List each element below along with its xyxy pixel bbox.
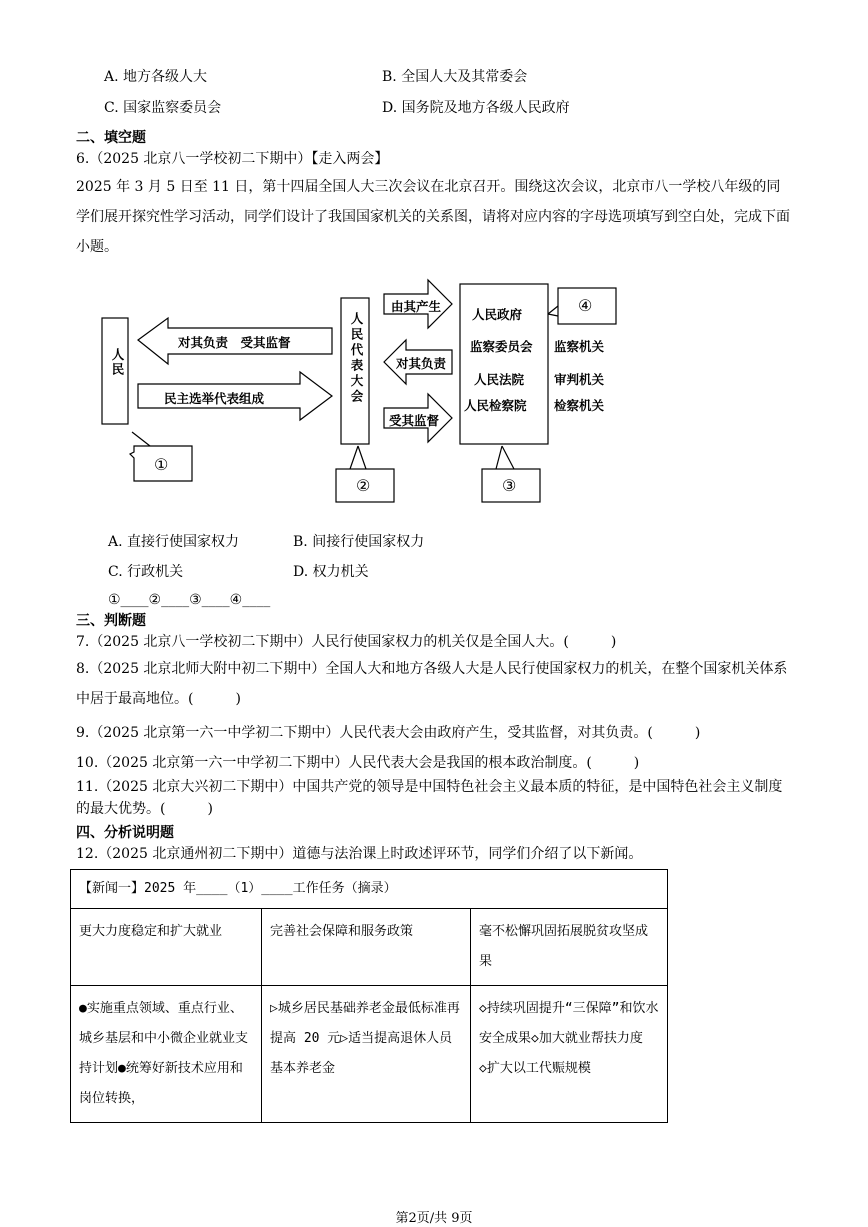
question-10: 10.（2025 北京第一六一中学初二下期中）人民代表大会是我国的根本政治制度。( ) [76,755,640,771]
q6-option-a: A. 直接行使国家权力 [108,534,240,550]
org-procuratorate: 人民检察院 [464,398,527,413]
news-table [70,869,668,1123]
section-heading-analysis: 四、分析说明题 [76,825,174,841]
q6-answer-blanks: ①____②____③____④____ [108,592,271,608]
news-cell-poverty: ◇持续巩固提升“三保障”和饮水安全成果◇加大就业帮扶力度 ◇扩大以工代赈规模 [471,986,668,1123]
arrow-responsible-label: 对其负责 [396,356,447,371]
callout-2: ② [356,476,371,495]
question-11: 11.（2025 北京大兴初二下期中）中国共产党的领导是中国特色社会主义最本质的特征，是中国特色社会主义制度的最大优势。( ) [76,779,783,817]
arrow-supervise-label: 受其监督 [389,413,440,428]
npc-label: 人民代表大会 [349,312,364,405]
q6-option-c: C. 行政机关 [108,564,184,580]
callout-3: ③ [502,476,517,495]
news-header-employment: 更大力度稳定和扩大就业 [71,909,262,986]
page-footer: 第2页/共 9页 [395,1211,473,1226]
q5-option-c: C. 国家监察委员会 [104,100,222,116]
section-heading-judge: 三、判断题 [76,613,146,629]
org-government: 人民政府 [472,307,523,322]
section-heading-fill: 二、填空题 [76,130,146,146]
q6-title: 6.（2025 北京八一学校初二下期中）【走入两会】 [76,151,389,167]
q6-option-b: B. 间接行使国家权力 [293,534,425,550]
question-9: 9.（2025 北京第一六一中学初二下期中）人民代表大会由政府产生，受其监督，对其负责。( ) [76,725,701,741]
label-supervisory: 监察机关 [554,339,605,354]
q6-body: 2025 年 3 月 5 日至 11 日，第十四届全国人大三次会议在北京召开。围绕这次会议，北京市八一学校八年级的同学们展开探究性学习活动，同学们设计了我国国家机关的关系图，请将对应内容的字母选项填写到空白处，完成下面小题。 [76,179,790,255]
q5-option-b: B. 全国人大及其常委会 [382,69,528,85]
people-label: 人民 [110,348,125,377]
news-cell-social-security: ▷城乡居民基础养老金最低标准再提高 20 元▷适当提高退休人员基本养老金 [262,986,471,1123]
arrow-produce-label: 由其产生 [391,299,442,314]
callout-4: ④ [578,296,593,315]
news-header-social-security: 完善社会保障和服务政策 [262,909,471,986]
callout-1: ① [154,455,169,474]
question-7: 7.（2025 北京八一学校初二下期中）人民行使国家权力的机关仅是全国人大。( ) [76,634,617,650]
state-organs-diagram [100,276,640,506]
label-judicial: 审判机关 [554,372,605,387]
question-8: 8.（2025 北京北师大附中初二下期中）全国人大和地方各级人大是人民行使国家权力的机关，在整个国家机关体系中居于最高地位。( ) [76,661,788,707]
label-procuratorial: 检察机关 [554,398,605,413]
q5-option-a: A. 地方各级人大 [104,69,208,85]
q6-option-d: D. 权力机关 [293,564,369,580]
news-table-title: 【新闻一】2025 年____（1）____工作任务（摘录） [71,870,668,909]
news-header-poverty: 毫不松懈巩固拓展脱贫攻坚成果 [471,909,668,986]
arrow-accountable-label: 对其负责 受其监督 [178,335,291,350]
org-court: 人民法院 [474,372,525,387]
arrow-elect-label: 民主选举代表组成 [164,391,265,406]
news-cell-employment: ●实施重点领域、重点行业、城乡基层和中小微企业就业支持计划●统筹好新技术应用和岗位转换， [71,986,262,1123]
q5-option-d: D. 国务院及地方各级人民政府 [382,100,570,116]
question-12: 12.（2025 北京通州初二下期中）道德与法治课上时政述评环节，同学们介绍了以下新闻。 [76,846,643,862]
org-supervisory-commission: 监察委员会 [470,339,533,354]
